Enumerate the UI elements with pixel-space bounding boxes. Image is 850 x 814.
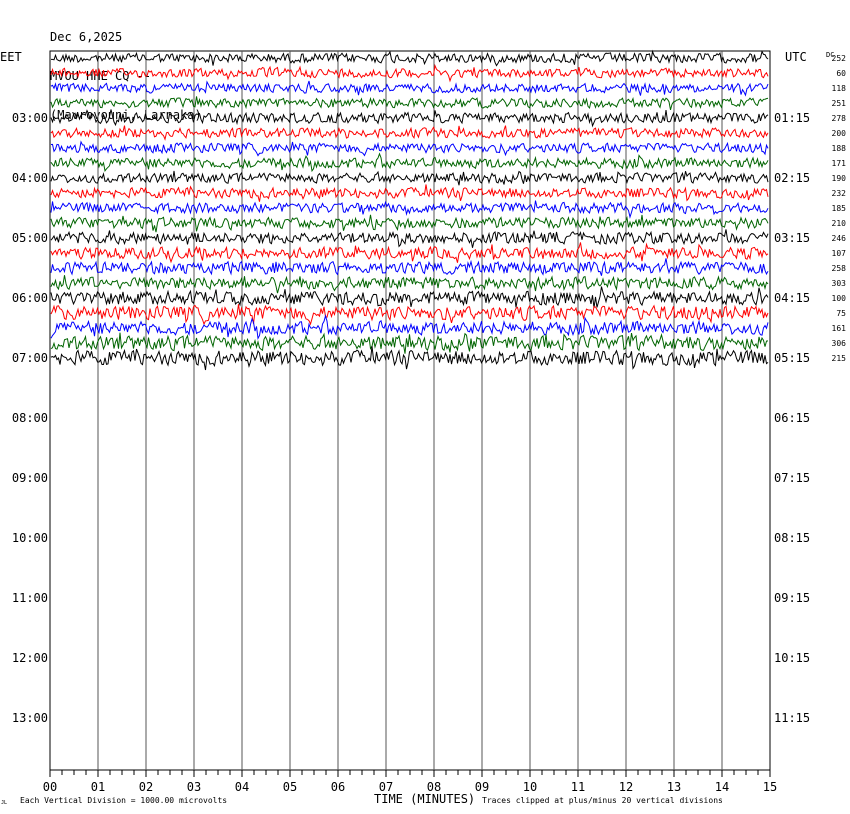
seismic-trace bbox=[51, 142, 768, 156]
hour-label-left: 13:00 bbox=[11, 711, 48, 725]
trace-dc-label: 188 bbox=[831, 144, 846, 153]
x-tick-label: 14 bbox=[714, 780, 730, 794]
seismic-trace bbox=[51, 110, 768, 126]
hour-label-left: 06:00 bbox=[11, 291, 48, 305]
trace-dc-label: 232 bbox=[831, 189, 846, 198]
x-axis-label: TIME (MINUTES) bbox=[374, 792, 476, 806]
chart-station: MVOU HHE CQ -- bbox=[50, 69, 152, 83]
x-tick-label: 02 bbox=[138, 780, 154, 794]
hour-label-right: 01:15 bbox=[774, 111, 811, 125]
seismic-trace bbox=[51, 346, 768, 370]
x-tick-label: 13 bbox=[666, 780, 682, 794]
dc-header-label: DC bbox=[826, 51, 835, 59]
x-tick-label: 05 bbox=[282, 780, 298, 794]
hour-label-right: 03:15 bbox=[774, 231, 811, 245]
hour-label-left: 05:00 bbox=[11, 231, 48, 245]
hour-label-right: 02:15 bbox=[774, 171, 811, 185]
seismic-trace bbox=[51, 154, 768, 171]
seismic-trace bbox=[51, 185, 768, 202]
hour-label-right: 04:15 bbox=[774, 291, 811, 305]
hour-label-left: 07:00 bbox=[11, 351, 48, 365]
trace-dc-label: 185 bbox=[831, 204, 846, 213]
trace-dc-label: 200 bbox=[831, 129, 846, 138]
seismic-trace bbox=[51, 258, 768, 275]
plot-frame bbox=[50, 51, 770, 770]
hour-label-left: 09:00 bbox=[11, 471, 48, 485]
trace-dc-label: 246 bbox=[831, 234, 846, 243]
x-tick-label: 01 bbox=[90, 780, 106, 794]
x-tick-label: 09 bbox=[474, 780, 490, 794]
seismic-trace bbox=[51, 287, 768, 308]
x-tick-label: 08 bbox=[426, 780, 442, 794]
seismic-trace bbox=[51, 201, 768, 217]
left-timezone-label: EET bbox=[0, 50, 22, 64]
hour-label-right: 09:15 bbox=[774, 591, 811, 605]
x-tick-label: 12 bbox=[618, 780, 634, 794]
trace-dc-label: 171 bbox=[831, 159, 846, 168]
seismic-trace bbox=[51, 215, 768, 232]
trace-dc-label: 215 bbox=[831, 354, 846, 363]
seismic-trace bbox=[51, 333, 768, 354]
chart-date: Dec 6,2025 bbox=[50, 30, 123, 44]
seismic-trace bbox=[51, 242, 768, 262]
hour-label-left: 08:00 bbox=[11, 411, 48, 425]
hour-label-left: 04:00 bbox=[11, 171, 48, 185]
hour-label-right: 10:15 bbox=[774, 651, 811, 665]
x-tick-label: 04 bbox=[234, 780, 250, 794]
chart-location: (Mavrovouni, Larnaka) bbox=[50, 108, 202, 122]
trace-dc-label: 190 bbox=[831, 174, 846, 183]
seismic-trace bbox=[51, 275, 768, 293]
x-tick-label: 03 bbox=[186, 780, 202, 794]
hour-label-right: 08:15 bbox=[774, 531, 811, 545]
seismic-trace bbox=[51, 96, 768, 110]
corner-mark: JL bbox=[1, 800, 8, 806]
hour-label-right: 11:15 bbox=[774, 711, 811, 725]
right-timezone-label: UTC bbox=[785, 50, 807, 64]
x-tick-label: 06 bbox=[330, 780, 346, 794]
footnote-left: Each Vertical Division = 1000.00 microvolts bbox=[20, 796, 228, 805]
trace-dc-label: 107 bbox=[831, 249, 846, 258]
trace-dc-label: 161 bbox=[831, 324, 846, 333]
trace-layer bbox=[51, 52, 768, 371]
seismic-trace bbox=[51, 81, 768, 96]
hour-label-right: 06:15 bbox=[774, 411, 811, 425]
seismic-trace bbox=[51, 126, 768, 140]
trace-dc-label: 118 bbox=[831, 84, 846, 93]
trace-dc-label: 60 bbox=[836, 69, 846, 78]
x-tick-label: 07 bbox=[378, 780, 394, 794]
x-tick-label: 11 bbox=[570, 780, 586, 794]
hour-label-left: 03:00 bbox=[11, 111, 48, 125]
trace-dc-label: 278 bbox=[831, 114, 846, 123]
trace-dc-label: 100 bbox=[831, 294, 846, 303]
trace-dc-label: 75 bbox=[836, 309, 846, 318]
hour-label-left: 11:00 bbox=[11, 591, 48, 605]
hour-label-right: 07:15 bbox=[774, 471, 811, 485]
trace-dc-label: 306 bbox=[831, 339, 846, 348]
hour-label-right: 05:15 bbox=[774, 351, 811, 365]
trace-dc-label: 252 bbox=[831, 54, 846, 63]
seismic-trace bbox=[51, 171, 768, 185]
x-tick-label: 10 bbox=[522, 780, 538, 794]
footnote-right: Traces clipped at plus/minus 20 vertical divisions bbox=[482, 796, 723, 805]
x-tick-label: 00 bbox=[42, 780, 58, 794]
hour-label-left: 12:00 bbox=[11, 651, 48, 665]
seismic-trace bbox=[51, 304, 768, 324]
seismic-trace bbox=[51, 66, 768, 81]
trace-dc-label: 303 bbox=[831, 279, 846, 288]
x-tick-label: 15 bbox=[762, 780, 778, 794]
seismic-trace bbox=[51, 52, 768, 66]
trace-dc-label: 251 bbox=[831, 99, 846, 108]
seismic-trace bbox=[51, 229, 768, 247]
hour-label-left: 10:00 bbox=[11, 531, 48, 545]
trace-dc-label: 258 bbox=[831, 264, 846, 273]
trace-dc-label: 210 bbox=[831, 219, 846, 228]
